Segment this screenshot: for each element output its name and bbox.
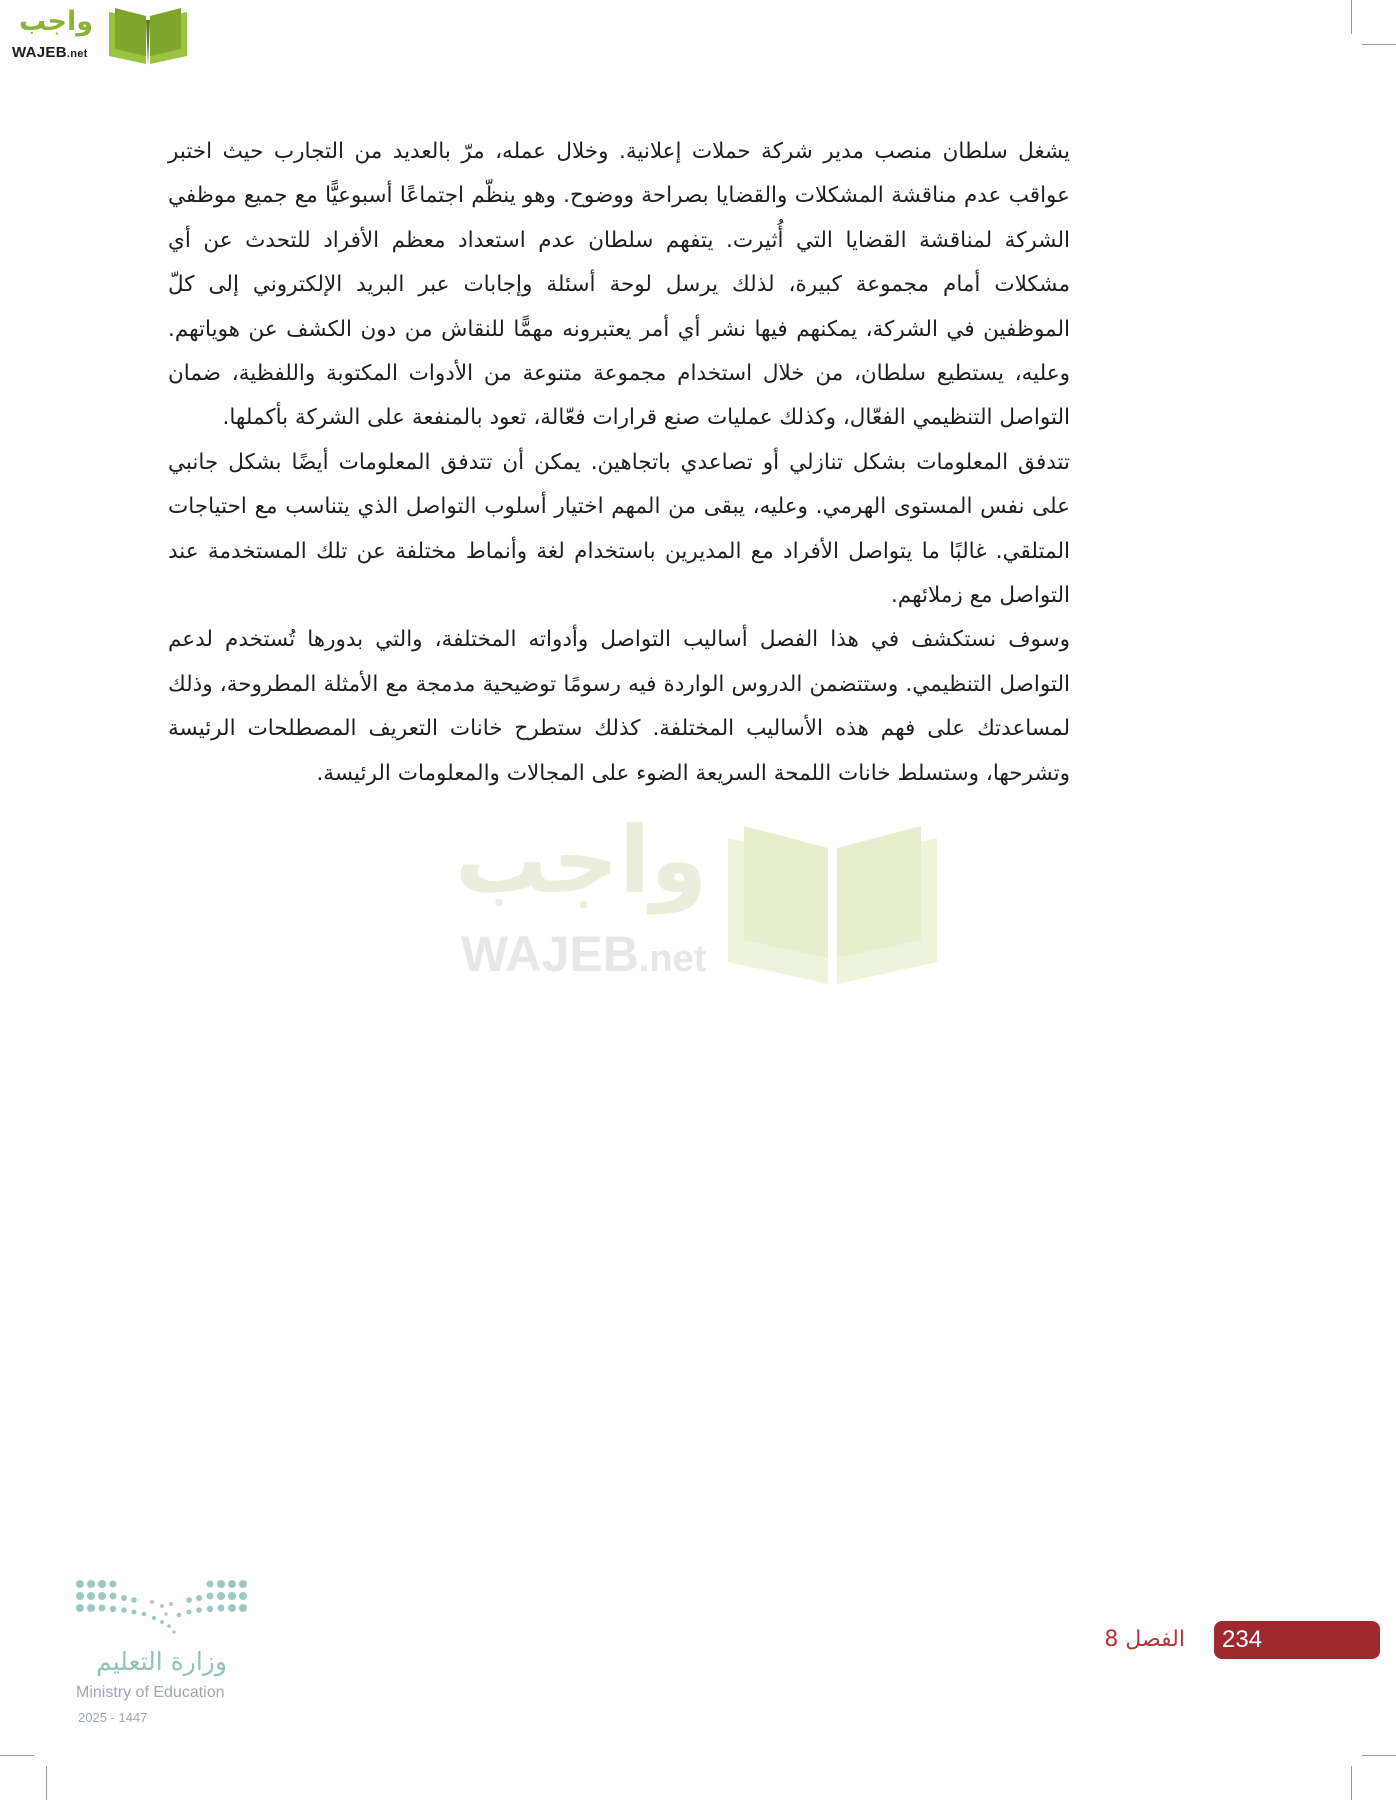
- ministry-logo: [74, 1578, 264, 1728]
- logo-arabic-text: واجب: [18, 6, 94, 37]
- ministry-year: 2025 - 1447: [78, 1710, 148, 1725]
- paragraph-3: وسوف نستكشف في هذا الفصل أساليب التواصل وأدواته المختلفة، والتي بدورها تُستخدم لدعم التواصل التنظيمي. وستتضمن الدروس الواردة فيه رسومًا توضيحية مدمجة مع الأمثلة المطروحة، وذلك لمساعدتك على فهم هذه الأساليب المختلفة. كذلك ستطرح خانات التعريف المصطلحات الرئيسة وتشرحها، وستسلط خانات اللمحة السريعة الضوء على المجالات والمعلومات الرئيسة.: [168, 627, 1070, 786]
- watermark-book-icon: [720, 816, 945, 986]
- crop-mark: [1351, 1766, 1352, 1800]
- paragraph-2: تتدفق المعلومات بشكل تنازلي أو تصاعدي باتجاهين. يمكن أن تتدفق المعلومات أيضًا بشكل جانبي على نفس المستوى الهرمي. وعليه، يبقى من المهم اختيار أسلوب التواصل الذي يتناسب مع احتياجات المتلقي. غالبًا ما يتواصل الأفراد مع المديرين باستخدام لغة وأنماط مختلفة عن تلك المستخدمة عند التواصل مع زملائهم.: [168, 449, 1070, 609]
- book-icon: [106, 4, 190, 66]
- logo-latin-name: WAJEB: [12, 44, 67, 61]
- crop-mark: [0, 1755, 34, 1756]
- crop-mark: [1362, 44, 1396, 45]
- crop-mark: [46, 1766, 47, 1800]
- watermark: [455, 807, 945, 986]
- ministry-dots-icon: [74, 1578, 249, 1638]
- crop-mark: [1351, 0, 1352, 34]
- watermark-latin-name: WAJEB: [461, 926, 639, 982]
- paragraph-1: يشغل سلطان منصب مدير شركة حملات إعلانية. وخلال عمله، مرّ بالعديد من التجارب حيث اختبر عواقب عدم مناقشة المشكلات والقضايا بصراحة ووضوح. وهو ينظّم اجتماعًا أسبوعيًّا مع جميع موظفي الشركة لمناقشة القضايا التي أُثيرت. يتفهم سلطان عدم استعداد معظم الأفراد للتحدث عن أي مشكلات أمام مجموعة كبيرة، لذلك يرسل لوحة أسئلة وإجابات عبر البريد الإلكتروني إلى كلّ الموظفين في الشركة، يمكنهم فيها نشر أي أمر يعتبرونه مهمًّا للنقاش من دون الكشف عن هوياتهم. وعليه، يستطيع سلطان، من خلال استخدام مجموعة متنوعة من الأدوات المكتوبة واللفظية، ضمان التواصل التنظيمي الفعّال، وكذلك عمليات صنع قرارات فعّالة، تعود بالمنفعة على الشركة بأكملها.: [168, 139, 1070, 431]
- watermark-latin-suffix: .net: [638, 938, 707, 980]
- chapter-label: الفصل 8: [1104, 1627, 1185, 1652]
- watermark-latin-text: [461, 926, 706, 987]
- ministry-arabic-name: وزارة التعليم: [96, 1647, 227, 1676]
- site-logo[interactable]: [10, 4, 190, 66]
- logo-latin-text: [12, 44, 88, 63]
- page-number-bar: [1214, 1621, 1380, 1659]
- body-text: [168, 130, 1070, 796]
- logo-latin-suffix: .net: [66, 48, 88, 60]
- crop-mark: [1362, 1755, 1396, 1756]
- page-number: 234: [1222, 1626, 1263, 1653]
- watermark-arabic-text: واجب: [455, 807, 708, 914]
- ministry-english-name: Ministry of Education: [76, 1684, 225, 1701]
